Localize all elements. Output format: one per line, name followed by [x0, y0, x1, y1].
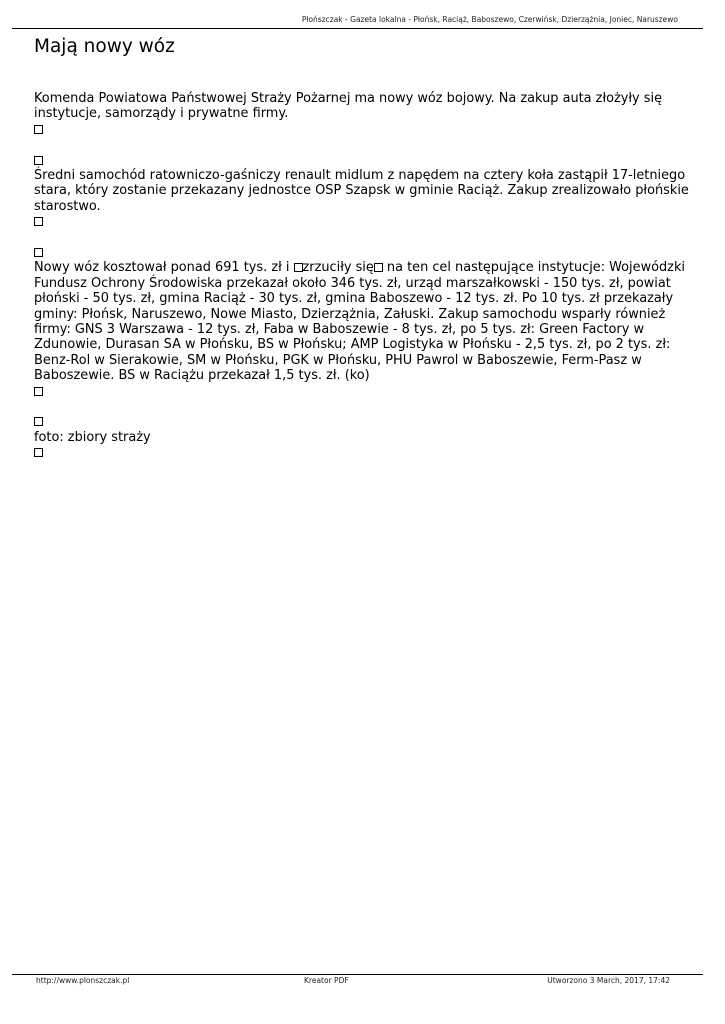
funding-text-quote: zrzuciły się: [302, 260, 374, 276]
missing-glyph-icon: [374, 263, 383, 272]
photo-credit: foto: zbiory straży: [34, 429, 151, 445]
missing-glyph-icon: [34, 217, 43, 226]
missing-glyph-icon: [34, 387, 43, 396]
funding-text-start: Nowy wóz kosztował ponad 691 tys. zł i: [34, 260, 294, 276]
footer-generator: Kreator PDF: [304, 976, 349, 985]
missing-glyph-icon: [34, 417, 43, 426]
missing-glyph-icon: [34, 156, 43, 165]
missing-glyph-icon: [34, 125, 43, 134]
paragraph-intro: Komenda Powiatowa Państwowej Straży Pożarnej ma nowy wóz bojowy. Na zakup auta złożyły się instytucje, samorządy i prywatne firmy.: [34, 91, 663, 122]
footer-url: http://www.plonszczak.pl: [36, 976, 130, 985]
paragraph-funding: [34, 260, 694, 383]
footer-created-date: Utworzono 3 March, 2017, 17:42: [547, 976, 670, 985]
missing-glyph-icon: [294, 263, 303, 272]
missing-glyph-icon: [34, 448, 43, 457]
article-body: [34, 91, 694, 461]
article-title: Mają nowy wóz: [34, 36, 175, 57]
missing-glyph-icon: [34, 248, 43, 257]
footer-divider: [12, 974, 703, 975]
header-divider: [12, 28, 703, 29]
paragraph-vehicle: Średni samochód ratowniczo-gaśniczy renault midlum z napędem na cztery koła zastąpił 17-letniego stara, który zostanie przekazany jednostce OSP Szapsk w gminie Raciąż. Zakup zrealizowało płońskie starostwo.: [34, 168, 689, 214]
page-header: Płońszczak - Gazeta lokalna - Płońsk, Raciąż, Baboszewo, Czerwińsk, Dzierzążnia, Joniec, Naruszewo: [301, 15, 678, 24]
funding-text-rest: na ten cel następujące instytucje: Wojewódzki Fundusz Ochrony Środowiska przekazał około 346 tys. zł, urząd marszałkowski - 150 tys. zł, powiat płoński - 50 tys. zł, gmina Raciąż - 30 tys. zł, gmina Baboszewo - 12 tys. zł. Po 10 tys. zł przekazały gminy: Płońsk, Naruszewo, Nowe Miasto, Dzierzążnia, Załuski. Zakup samochodu wsparły również firmy: GNS 3 Warszawa - 12 tys. zł, Faba w Baboszewie - 8 tys. zł, po 5 tys. zł: Green Factory w Zdunowie, Durasan SA w Płońsku, BS w Płońsku; AMP Logistyka w Płońsku - 2,5 tys. zł, po 2 tys. zł: Benz-Rol w Sierakowie, SM w Płońsku, PGK w Płońsku, PHU Pawrol w Baboszewie, Ferm-Pasz w Baboszewie. BS w Raciążu przekazał 1,5 tys. zł. (ko): [34, 260, 685, 384]
